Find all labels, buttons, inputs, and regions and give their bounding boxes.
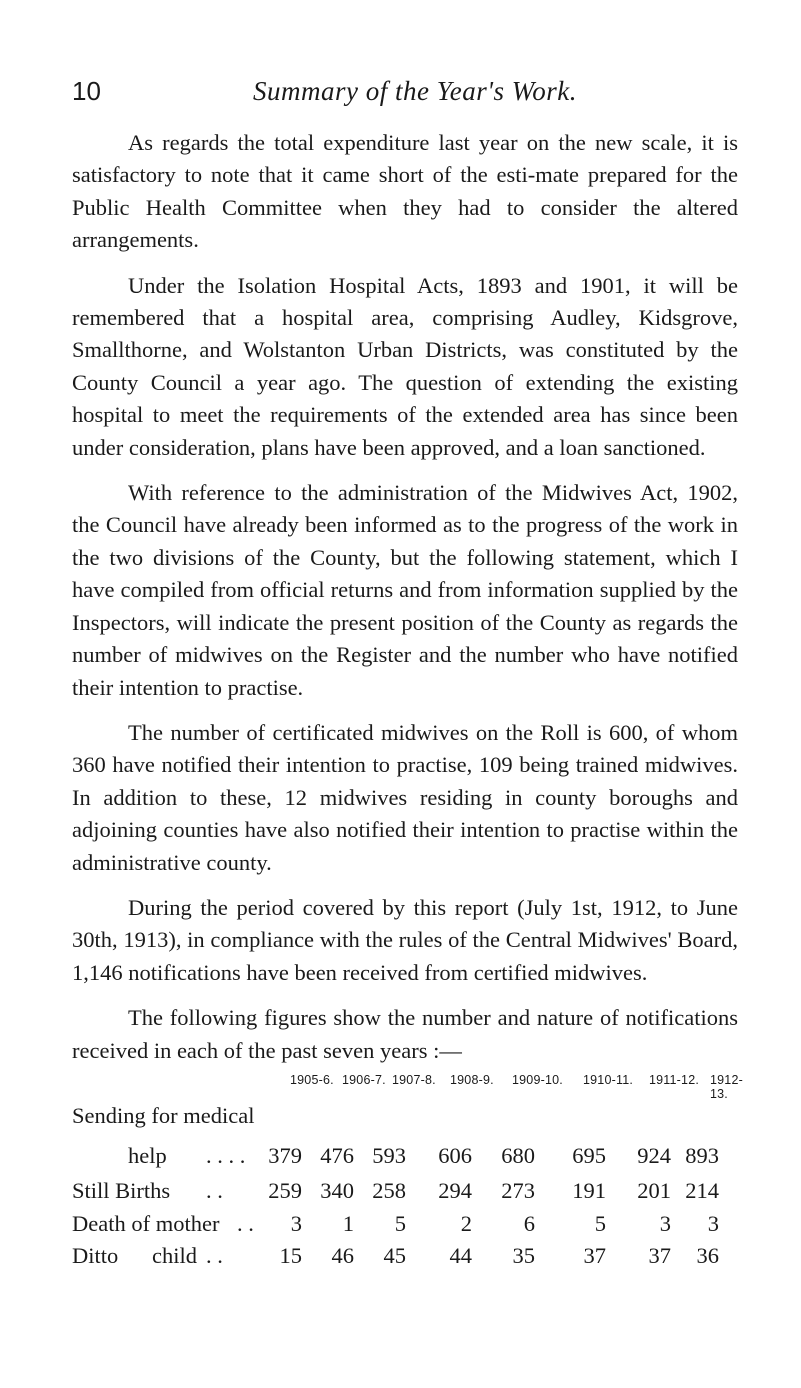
year-header: 1909-10. <box>512 1073 563 1087</box>
table-cell: 35 <box>512 1243 535 1268</box>
table-cell: 5 <box>594 1211 606 1236</box>
table-cell: 5 <box>394 1211 406 1236</box>
table-cell: 6 <box>523 1211 535 1236</box>
table-cell: 3 <box>659 1211 671 1236</box>
paragraph-figures-intro: The following figures show the number and nature of notifications received in each of the past seven years :— <box>72 1005 738 1063</box>
row-label: Still Births <box>72 1178 171 1203</box>
table-cell: 340 <box>320 1178 354 1203</box>
page-number: 10 <box>72 76 101 106</box>
running-head: Summary of the Year's Work. <box>253 76 578 106</box>
table-cell: 273 <box>501 1178 535 1203</box>
row-leader: . . <box>237 1211 254 1236</box>
table-cell: 3 <box>290 1211 302 1236</box>
year-header: 1912-13. <box>710 1073 743 1101</box>
table-cell: 214 <box>685 1178 719 1203</box>
table-cell: 2 <box>460 1211 472 1236</box>
table-cell: 1 <box>342 1211 354 1236</box>
table-cell: 201 <box>637 1178 671 1203</box>
table-cell: 37 <box>583 1243 606 1268</box>
table-cell: 44 <box>449 1243 472 1268</box>
row-label: Sending for medical <box>72 1103 255 1128</box>
year-header: 1907-8. <box>392 1073 436 1087</box>
table-cell: 45 <box>383 1243 406 1268</box>
table-cell: 46 <box>331 1243 354 1268</box>
row-label: Death of mother <box>72 1211 220 1236</box>
table-cell: 259 <box>268 1178 302 1203</box>
paragraph-isolation-hospital: Under the Isolation Hospital Acts, 1893 and 1901, it will be remembered that a hospital area, comprising Audley, Kidsgrove, Smallthorne, and Wolstanton Urban Districts, was constituted by the County Council a year ago. The question of extending the existing hospital to meet the requirements of the extended area has since been under consideration, plans have been approved, and a loan sanctioned. <box>72 272 738 460</box>
year-header: 1908-9. <box>450 1073 494 1087</box>
table-cell: 695 <box>572 1143 606 1168</box>
year-header: 1905-6. <box>290 1073 334 1087</box>
page-header <box>0 76 801 116</box>
row-label-continued: help <box>128 1143 167 1168</box>
notifications-table <box>72 1073 742 1313</box>
table-cell: 476 <box>320 1143 354 1168</box>
year-header: 1911-12. <box>649 1073 700 1087</box>
table-cell: 924 <box>637 1143 671 1168</box>
table-cell: 258 <box>372 1178 406 1203</box>
year-header: 1910-11. <box>583 1073 634 1087</box>
body-text <box>72 127 738 1080</box>
table-cell: 191 <box>572 1178 606 1203</box>
table-cell: 36 <box>696 1243 719 1268</box>
row-leader: . . <box>206 1243 223 1268</box>
year-header: 1906-7. <box>342 1073 386 1087</box>
paragraph-expenditure: As regards the total expenditure last year on the new scale, it is satisfactory to note that it came short of the esti-mate prepared for the Public Health Committee when they had to consider the altered arrangements. <box>72 130 738 253</box>
table-cell: 606 <box>438 1143 472 1168</box>
row-label: Ditto child <box>72 1243 197 1268</box>
table-cell: 37 <box>648 1243 671 1268</box>
row-leader: . . <box>206 1178 223 1203</box>
table-cell: 893 <box>685 1143 719 1168</box>
paragraph-midwives-roll: The number of certificated midwives on the Roll is 600, of whom 360 have notified their intention to practise, 109 being trained midwives. In addition to these, 12 midwives residing in county boroughs and adjoining counties have also notified their intention to practise within the administrative county. <box>72 719 738 875</box>
table-cell: 593 <box>372 1143 406 1168</box>
paragraph-midwives-act: With reference to the administration of the Midwives Act, 1902, the Council have already been informed as to the progress of the work in the two divisions of the County, but the following statement, which I have compiled from official returns and from information supplied by the Inspectors, will indicate the present position of the County as regards the number of midwives on the Register and the number who have notified their intention to practise. <box>72 480 738 700</box>
row-leader: . . . . <box>206 1143 246 1168</box>
table-cell: 680 <box>501 1143 535 1168</box>
paragraph-notifications: During the period covered by this report (July 1st, 1912, to June 30th, 1913), in compliance with the rules of the Central Midwives' Board, 1,146 notifications have been received from certified midwives. <box>72 894 738 985</box>
table-cell: 3 <box>707 1211 719 1236</box>
table-cell: 15 <box>279 1243 302 1268</box>
table-cell: 294 <box>438 1178 472 1203</box>
table-cell: 379 <box>268 1143 302 1168</box>
